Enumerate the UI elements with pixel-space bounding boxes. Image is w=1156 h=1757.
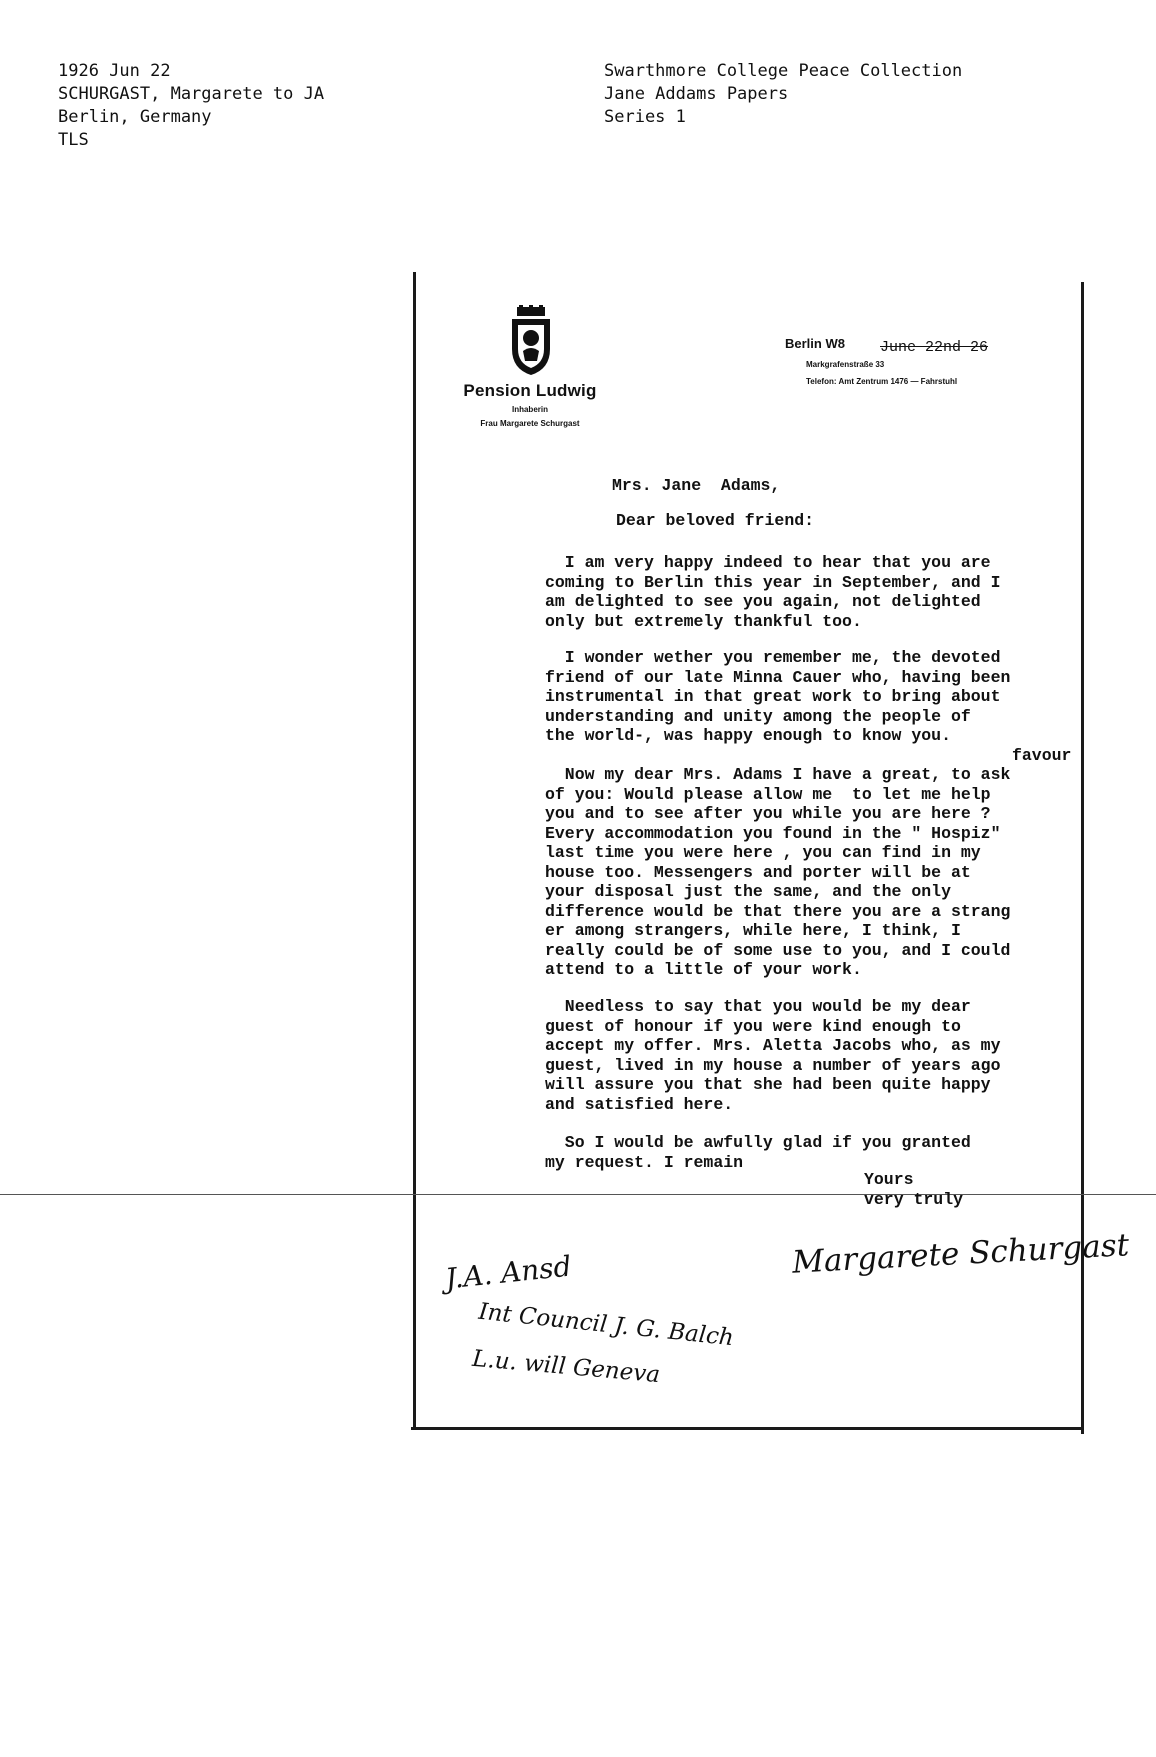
sheet-bottom-edge xyxy=(411,1427,1084,1430)
catalog-series: Series 1 xyxy=(604,107,686,127)
catalog-place: Berlin, Germany xyxy=(58,107,212,127)
handwritten-signature: Margarete Schurgast xyxy=(791,1227,1130,1281)
scan-fold-line xyxy=(0,1194,1156,1195)
letterhead-owner-label: Inhaberin xyxy=(511,405,548,414)
letter-paragraph-4: Needless to say that you would be my dear guest of honour if you were kind enough to accept my offer. Mrs. Aletta Jacobs who, as my guest, lived in my house a number of years ago will assure you that she had been quite happy and satisfied here. xyxy=(545,997,1001,1114)
typed-insertion-favour: favour xyxy=(1012,746,1072,765)
catalog-right xyxy=(604,60,962,129)
catalog-papers: Jane Addams Papers xyxy=(604,84,789,104)
letter-paragraph-1: I am very happy indeed to hear that you are coming to Berlin this year in September, and I am delighted to see you again, not delighted only but extremely thankful too. xyxy=(545,553,1001,631)
letter-paragraph-3: Now my dear Mrs. Adams I have a great, to ask of you: Would please allow me to let me help you and to see after you while you are here ? Every accommodation you found in the " Hospiz" last time you were here , you can find in my house too. Messengers and porter will be at your disposal just the same, and the only difference would be that there you are a strang er among strangers, while here, I think, I really could be of some use to you, and I could attend to a little of your work. xyxy=(545,765,1011,979)
catalog-collection: Swarthmore College Peace Collection xyxy=(604,61,963,81)
letterhead-phone: Telefon: Amt Zentrum 1476 — Fahrstuhl xyxy=(806,377,958,386)
letter-closing: Yours very truly xyxy=(864,1170,964,1209)
salutation-greeting: Dear beloved friend: xyxy=(616,511,815,530)
handwritten-note-1: J.A. Ansd xyxy=(443,1249,573,1296)
catalog-left xyxy=(58,60,324,152)
sheet-left-edge xyxy=(413,272,416,1427)
crest-icon xyxy=(508,305,554,377)
catalog-correspondents: SCHURGAST, Margarete to JA xyxy=(58,84,325,104)
handwritten-note-2: Int Council J. G. Balch xyxy=(477,1298,735,1352)
letterhead-owner: Frau Margarete Schurgast xyxy=(480,419,580,428)
letter-paragraph-5: So I would be awfully glad if you granted my request. I remain xyxy=(545,1133,971,1172)
letterhead-street: Markgrafenstraße 33 xyxy=(806,360,885,369)
letter-date: June 22nd 26 xyxy=(880,339,989,356)
salutation-name: Mrs. Jane Adams, xyxy=(612,476,781,495)
handwritten-note-3: L.u. will Geneva xyxy=(471,1345,661,1389)
letterhead-name: Pension Ludwig xyxy=(463,381,597,400)
letter-paragraph-2: I wonder wether you remember me, the devoted friend of our late Minna Cauer who, having been instrumental in that great work to bring about understanding and unity among the people of the world-, was happy enough to know you. xyxy=(545,648,1011,745)
catalog-type: TLS xyxy=(58,130,89,150)
catalog-date: 1926 Jun 22 xyxy=(58,61,171,81)
letterhead-city: Berlin W8 xyxy=(785,336,845,351)
